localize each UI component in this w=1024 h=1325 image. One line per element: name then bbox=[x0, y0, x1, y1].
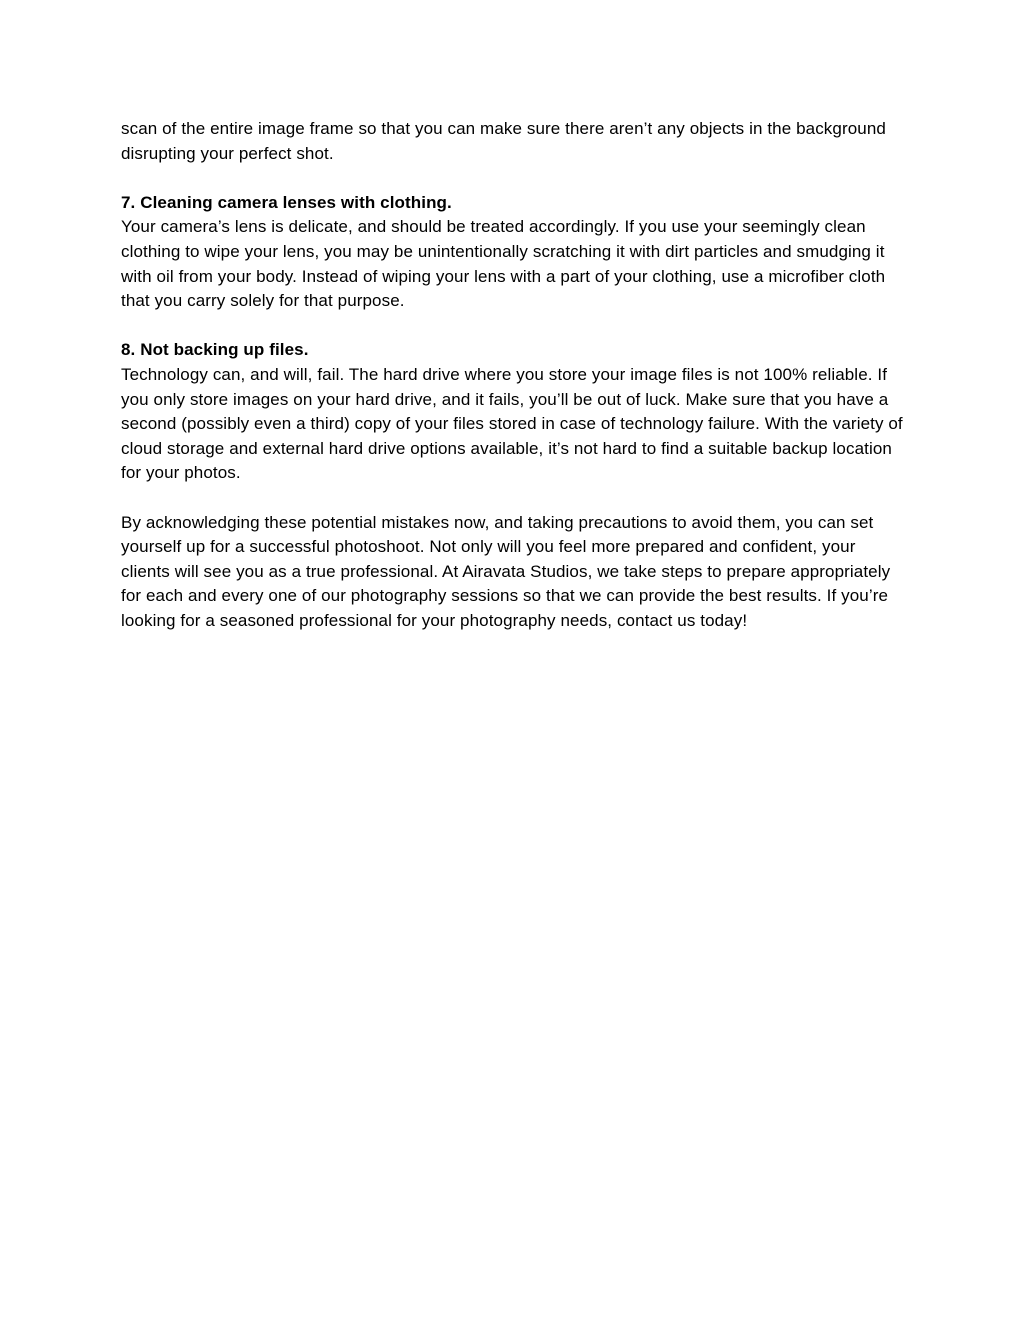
paragraph-section-8: Technology can, and will, fail. The hard drive where you store your image files is not 100% reliable. If you only store images on your hard drive, and it fails, you’ll be out of luck. Make sure that you have a second (possibly even a third) copy of your files stored in case of technology failure. With the variety of cloud storage and external hard drive options available, it’s not hard to find a suitable backup location for your photos. bbox=[121, 364, 903, 483]
paragraph-conclusion: By acknowledging these potential mistakes now, and taking precautions to avoid them, you can set yourself up for a successful photoshoot. Not only will you feel more prepared and confident, your clients will see you as a true professional. At Airavata Studios, we take steps to prepare appropriately for each and every one of our photography sessions so that we can provide the best results. If you’re looking for a seasoned professional for your photography needs, contact us today! bbox=[121, 512, 891, 630]
heading-section-8: 8. Not backing up files. bbox=[121, 340, 309, 360]
paragraph-continuation: scan of the entire image frame so that you can make sure there aren’t any objects in the background disrupting your perfect shot. bbox=[121, 119, 886, 163]
heading-section-7: 7. Cleaning camera lenses with clothing. bbox=[121, 192, 452, 212]
paragraph-section-7: Your camera’s lens is delicate, and should be treated accordingly. If you use your seemingly clean clothing to wipe your lens, you may be unintentionally scratching it with dirt particles and smudging it with oil from your body. Instead of wiping your lens with a part of your clothing, use a microfiber cloth that you carry solely for that purpose. bbox=[121, 217, 886, 311]
document-body bbox=[121, 117, 904, 633]
